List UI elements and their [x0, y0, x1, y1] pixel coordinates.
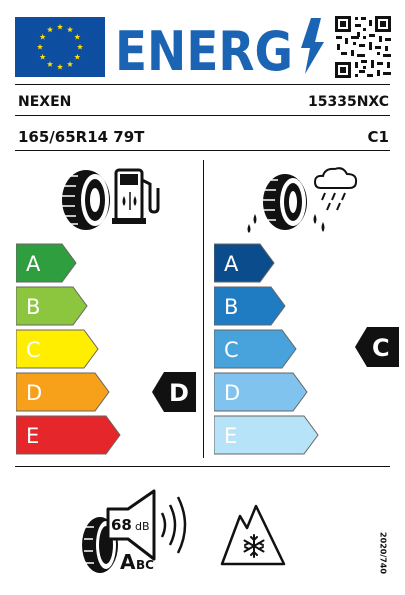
fuel-class-bar-b [16, 286, 136, 326]
fuel-class-letter: E [26, 424, 40, 448]
energy-word: ENERG [115, 20, 293, 83]
wet-rating-marker [355, 327, 399, 367]
external-noise-icon [80, 487, 190, 579]
supplier-name: NEXEN [18, 94, 72, 110]
divider [15, 84, 390, 85]
fuel-class-letter: A [26, 252, 41, 276]
wet-class-letter: E [224, 424, 238, 448]
qr-code [333, 14, 393, 80]
fuel-class-letter: D [26, 381, 43, 405]
fuel-class-letter: C [26, 338, 41, 362]
divider [15, 150, 390, 151]
noise-class-big: A [120, 550, 136, 574]
column-divider [203, 160, 204, 458]
tyre-icon [62, 170, 110, 230]
wet-class-letter: B [224, 295, 239, 319]
wet-class-letter: D [224, 381, 241, 405]
fuel-class-bar-e [16, 415, 136, 455]
wet-grip-icon [243, 162, 363, 234]
fuel-class-letter: B [26, 295, 41, 319]
regulation-number: 2020/740 [378, 532, 388, 574]
fuel-efficiency-icon [58, 162, 168, 232]
rain-cloud-icon [315, 168, 356, 210]
wet-class-letter: A [224, 252, 239, 276]
wet-class-bar-e [214, 415, 334, 455]
regulation-number-box [373, 528, 393, 578]
tyre-type-identifier: 15335NXC [308, 94, 389, 110]
tyre-size: 165/65R14 79T [18, 128, 145, 146]
snow-grip-icon [220, 504, 286, 566]
wet-class-bar-b [214, 286, 334, 326]
fuel-pump-icon [112, 170, 158, 224]
fuel-class-bar-d [16, 372, 136, 412]
sound-wave-icon [162, 497, 185, 553]
noise-value: 68 [111, 516, 132, 534]
fuel-class-arrow [16, 244, 76, 282]
eu-flag-icon [15, 17, 105, 77]
wet-class-bar-c [214, 329, 334, 369]
wet-class-letter: C [224, 338, 239, 362]
divider [15, 466, 390, 467]
fuel-class-bar-a [16, 243, 136, 283]
wet-class-bar-a [214, 243, 334, 283]
wet-class-bar-d [214, 372, 334, 412]
divider [15, 115, 390, 116]
tyre-icon [263, 174, 307, 230]
fuel-rating-marker [152, 372, 196, 412]
fuel-rating-letter: D [169, 379, 189, 407]
fuel-class-bar-c [16, 329, 136, 369]
wet-rating-letter: C [372, 334, 390, 362]
noise-class-small: BC [136, 558, 154, 572]
lightning-icon [301, 18, 324, 74]
noise-unit: dB [135, 520, 150, 533]
wet-class-arrow [214, 244, 274, 282]
energy-logo [115, 8, 327, 84]
tyre-class: C1 [367, 128, 389, 146]
